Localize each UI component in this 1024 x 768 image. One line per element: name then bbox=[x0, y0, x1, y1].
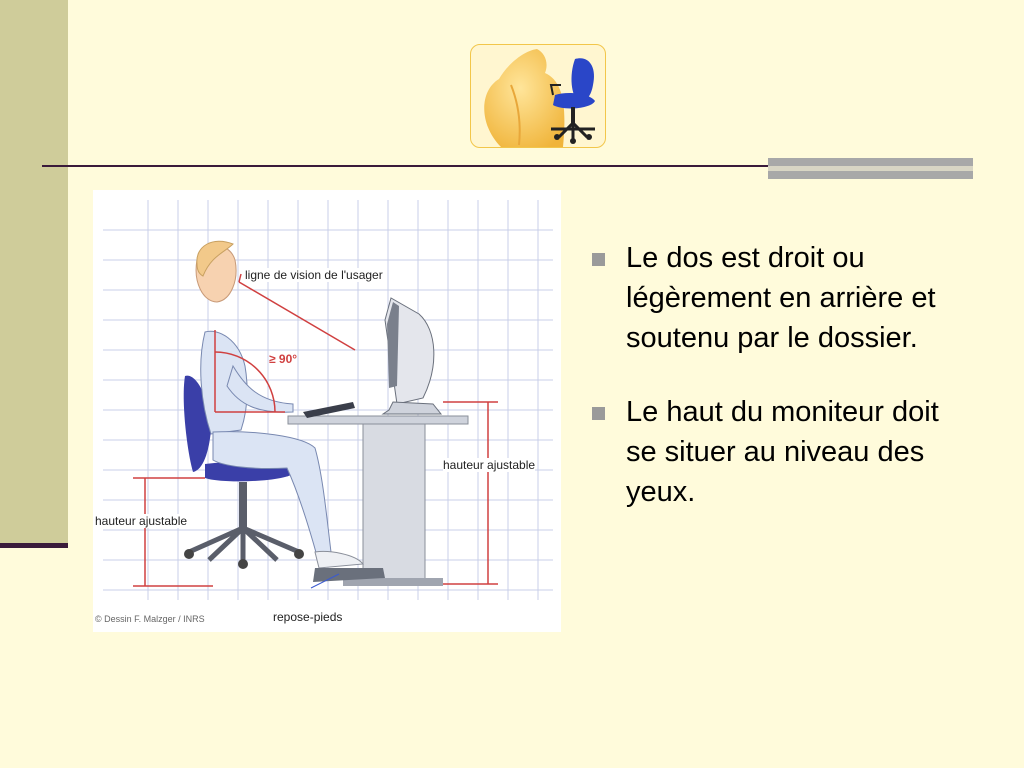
bullet-item bbox=[590, 238, 970, 358]
label-vision-line: ligne de vision de l'usager bbox=[245, 268, 383, 282]
ergonomic-chair-logo-icon bbox=[470, 44, 606, 148]
illustration-credit: © Dessin F. Malzger / INRS bbox=[95, 614, 205, 624]
left-accent-strip bbox=[0, 0, 68, 545]
ergonomic-workstation-illustration bbox=[93, 190, 561, 632]
square-bullet-icon bbox=[592, 253, 605, 266]
square-bullet-icon bbox=[592, 407, 605, 420]
label-chair-height: hauteur ajustable bbox=[95, 514, 188, 528]
left-accent-bar bbox=[0, 543, 68, 548]
title-divider-line bbox=[42, 165, 770, 167]
label-footrest: repose-pieds bbox=[273, 610, 343, 624]
title-divider-band bbox=[768, 158, 973, 180]
bullet-list bbox=[590, 238, 970, 546]
bullet-item bbox=[590, 392, 970, 512]
label-desk-height: hauteur ajustable bbox=[443, 458, 536, 472]
label-angle: ≥ 90° bbox=[269, 352, 298, 366]
bullet-text: Le haut du moniteur doit se situer au niveau des yeux. bbox=[626, 396, 939, 508]
bullet-text: Le dos est droit ou légèrement en arrière et soutenu par le dossier. bbox=[626, 242, 936, 354]
